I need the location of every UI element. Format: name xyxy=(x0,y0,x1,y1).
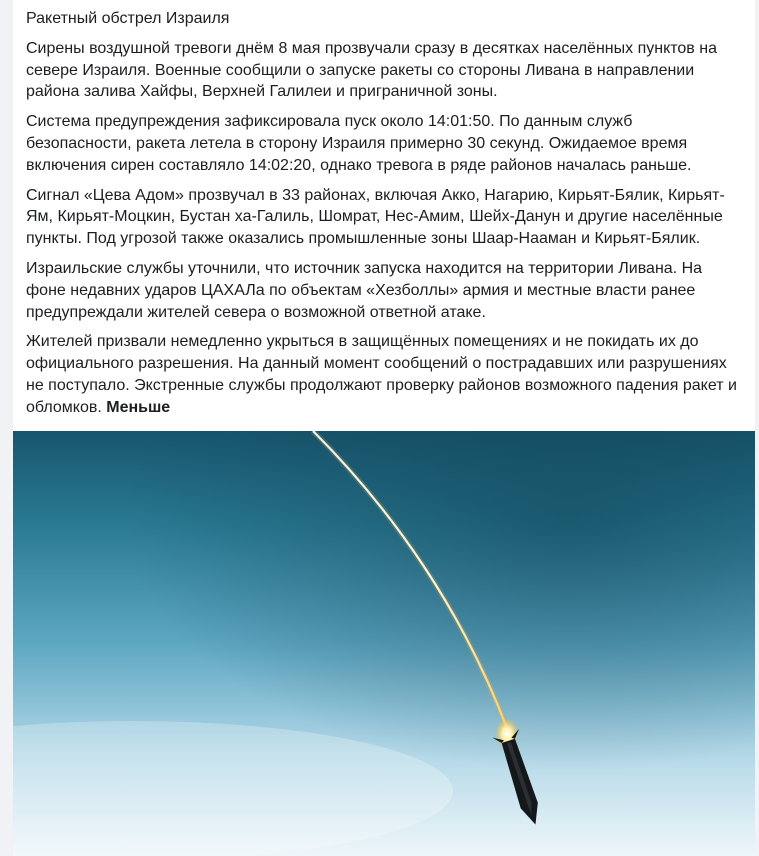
post-paragraph-1: Сирены воздушной тревоги днём 8 мая прозвучали сразу в десятках населённых пунктов на севере Израиля. Военные сообщили о запуске ракеты со стороны Ливана в направлении района залива Хайфы, Верхней Галилеи и приграничной зоны. xyxy=(26,39,717,101)
post-paragraph-5-text: Жителей призвали немедленно укрыться в защищённых помещениях и не покидать их до официального разрешения. На данный момент сообщений о пострадавших или разрушениях не поступало. Экстренные службы продолжают проверку районов возможного падения ракет и обломков. xyxy=(26,333,737,416)
rocket-launch-image xyxy=(13,431,755,856)
post-card xyxy=(13,0,755,856)
post-paragraph-2: Система предупреждения зафиксировала пуск около 14:01:50. По данным служб безопасности, ракета летела в сторону Израиля примерно 30 секунд. Ожидаемое время включения сирен составляло 14:02:20, однако тревога в ряде районов началась раньше. xyxy=(26,113,692,174)
see-less-link[interactable]: Меньше xyxy=(106,398,171,416)
post-title: Ракетный обстрел Израиля xyxy=(26,10,230,27)
post-text xyxy=(13,0,755,419)
post-image[interactable] xyxy=(13,431,755,856)
post-paragraph-5 xyxy=(26,331,742,418)
post-paragraph-4: Израильские службы уточнили, что источник запуска находится на территории Ливана. На фоне недавних ударов ЦАХАЛа по объектам «Хезболлы» армия и местные власти ранее предупреждали жителей севера о возможной ответной атаке. xyxy=(26,259,703,321)
post-paragraph-3: Сигнал «Цева Адом» прозвучал в 33 районах, включая Акко, Нагарию, Кирьят-Бялик, Кирьят-Ям, Кирьят-Моцкин, Бустан ха-Галиль, Шомрат, Нес-Амим, Шейх-Данун и другие населённые пункты. Под угрозой также оказались промышленные зоны Шаар-Нааман и Кирьят-Бялик. xyxy=(26,186,725,248)
